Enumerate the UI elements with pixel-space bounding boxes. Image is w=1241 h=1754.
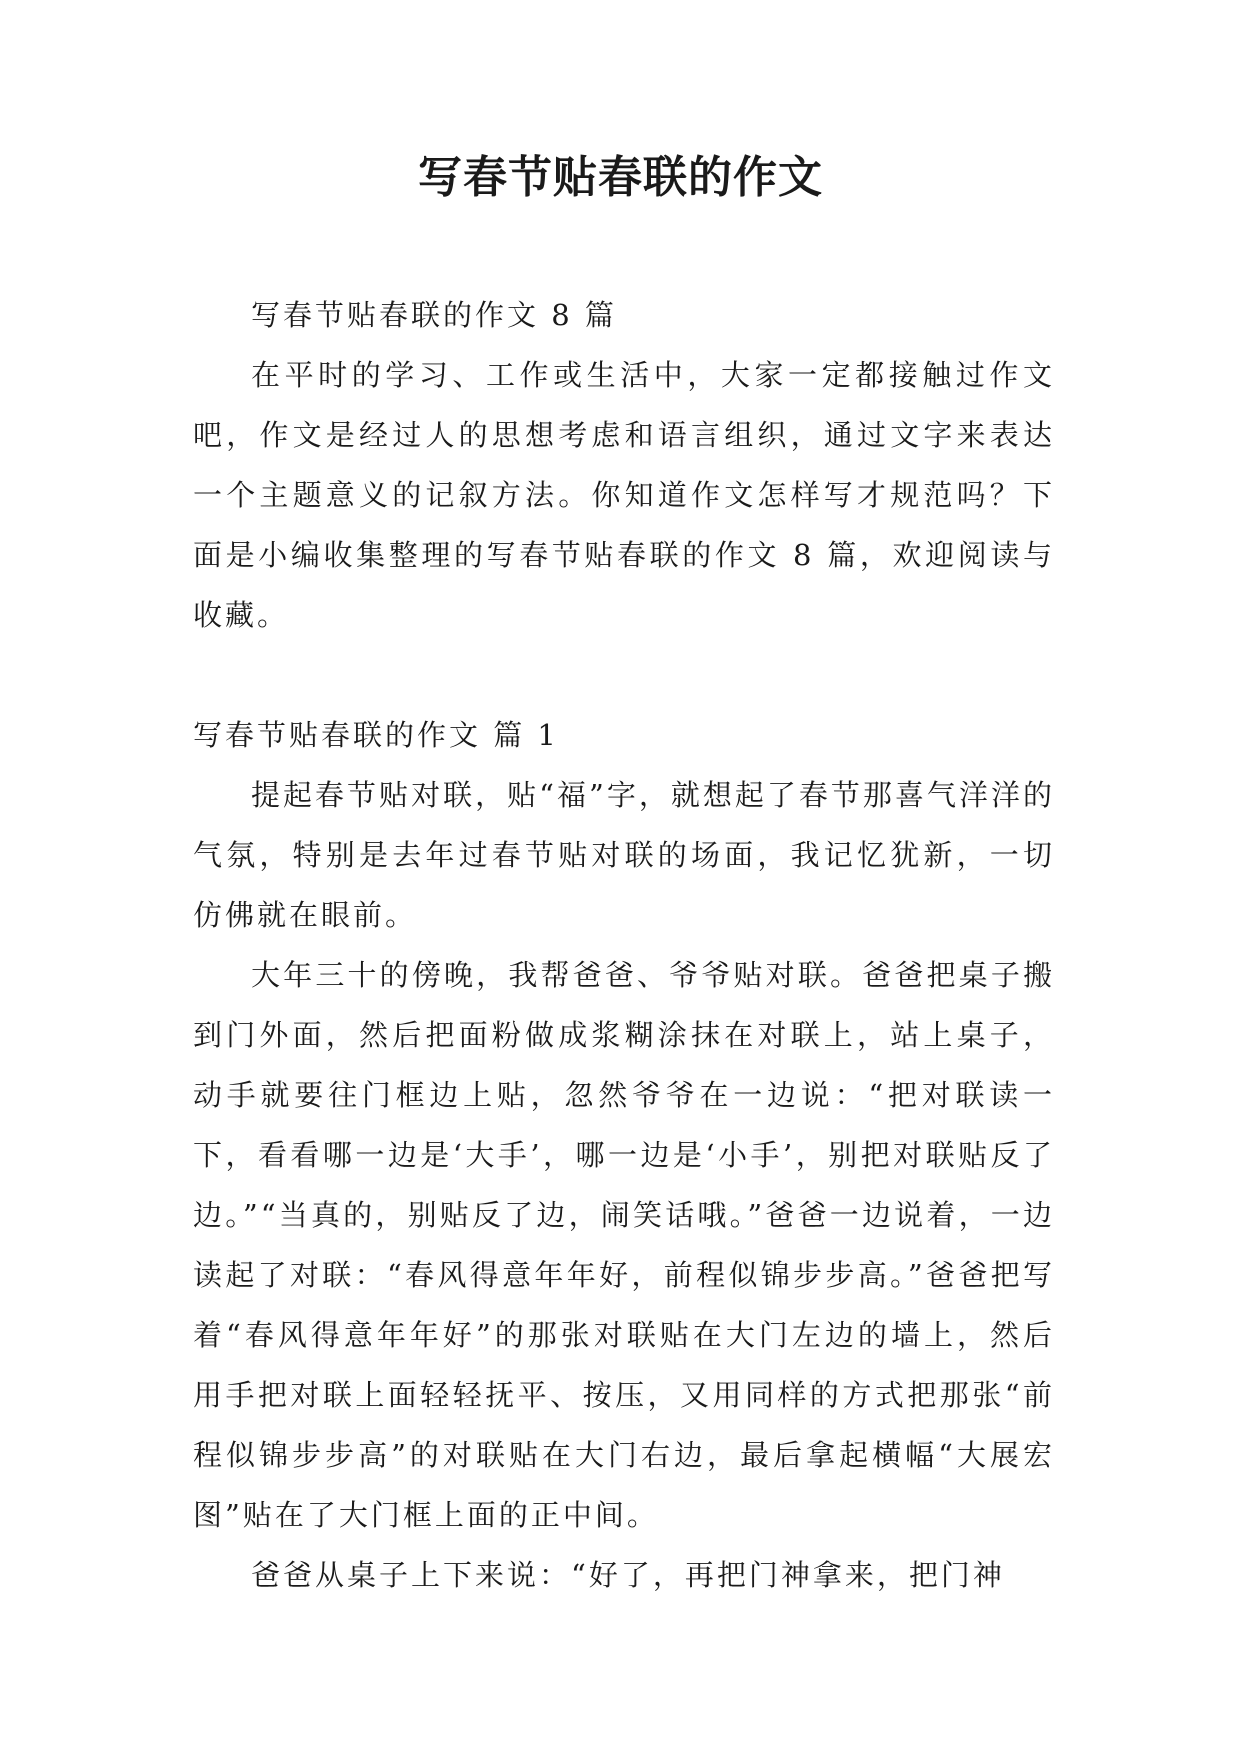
document-subtitle: 写春节贴春联的作文 8 篇 [251, 298, 617, 332]
intro-paragraph: 在平时的学习、工作或生活中，大家一定都接触过作文吧，作文是经过人的思想考虑和语言组织，通过文字来表达一个主题意义的记叙方法。你知道作文怎样写才规范吗？下面是小编收集整理的写春节贴春联的作文 8 篇，欢迎阅读与收藏。 [193, 358, 1055, 632]
document-body [193, 285, 1055, 1605]
section-1 [193, 705, 1055, 1605]
document-title: 写春节贴春联的作文 [418, 152, 823, 203]
section-paragraph-3: 爸爸从桌子上下来说：“好了，再把门神拿来，把门神 [251, 1558, 1005, 1592]
section-paragraph-2: 大年三十的傍晚，我帮爸爸、爷爷贴对联。爸爸把桌子搬到门外面，然后把面粉做成浆糊涂抹在对联上，站上桌子，动手就要往门框边上贴，忽然爷爷在一边说：“把对联读一下，看看哪一边是‘大手’，哪一边是‘小手’，别把对联贴反了边。”“当真的，别贴反了边，闹笑话哦。”爸爸一边说着，一边读起了对联：“春风得意年年好，前程似锦步步高。”爸爸把写着“春风得意年年好”的那张对联贴在大门左边的墙上，然后用手把对联上面轻轻抚平、按压，又用同样的方式把那张“前程似锦步步高”的对联贴在大门右边，最后拿起横幅“大展宏图”贴在了大门框上面的正中间。 [193, 958, 1055, 1532]
section-heading: 写春节贴春联的作文 篇 1 [193, 718, 559, 752]
section-paragraph-1: 提起春节贴对联，贴“福”字，就想起了春节那喜气洋洋的气氛，特别是去年过春节贴对联的场面，我记忆犹新，一切仿佛就在眼前。 [193, 778, 1055, 932]
